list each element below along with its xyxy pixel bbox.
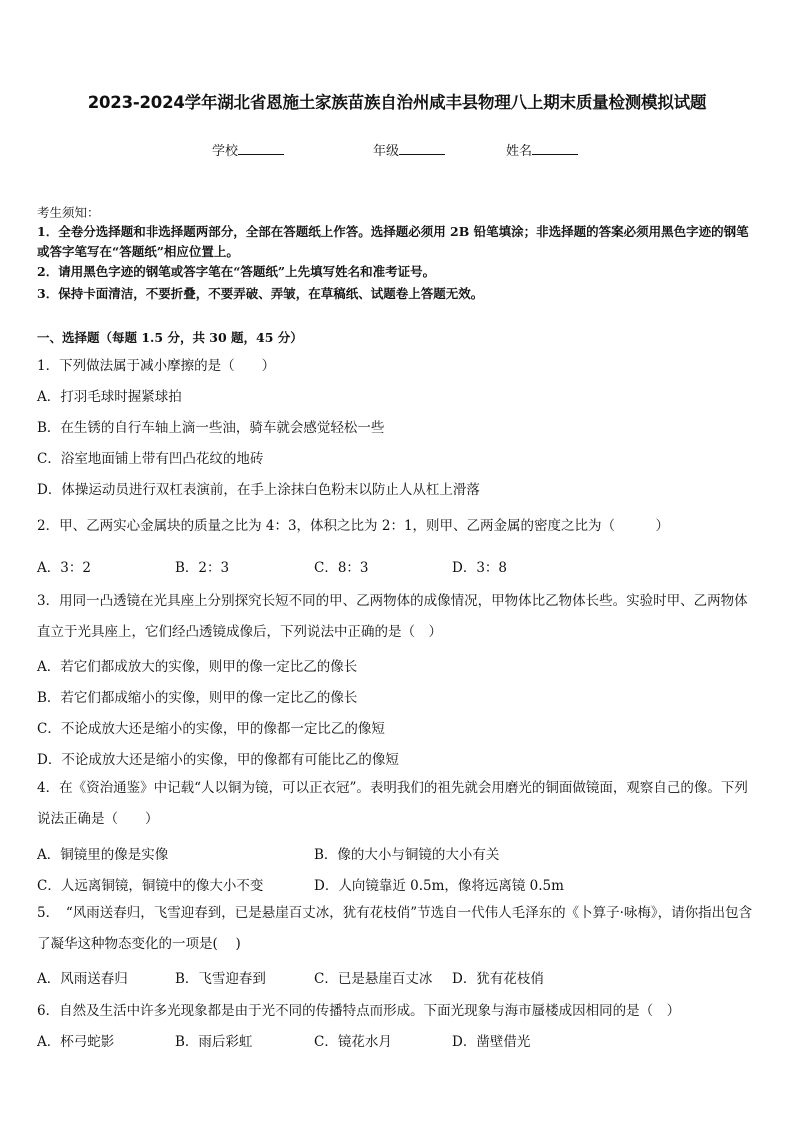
- question-6-stem: 6．自然及生活中许多光现象都是由于光不同的传播特点而形成。下面光现象与海市蜃楼成因相同的是（ ）: [37, 1003, 681, 1019]
- question-5-option-a: A．风雨送春归: [37, 971, 128, 987]
- question-2-stem: 2．甲、乙两实心金属块的质量之比为 4：3，体积之比为 2：1，则甲、乙两金属的密度之比为（ ）: [37, 518, 670, 534]
- school-field: [212, 140, 284, 159]
- question-4-option-b: B．像的大小与铜镜的大小有关: [314, 847, 500, 863]
- school-blank: [238, 142, 284, 155]
- name-label: 姓名: [506, 144, 533, 159]
- question-1-option-b: B．在生锈的自行车轴上滴一些油，骑车就会感觉轻松一些: [37, 420, 385, 436]
- question-4-option-a: A．铜镜里的像是实像: [37, 847, 169, 863]
- question-4-option-c: C．人远离铜镜，铜镜中的像大小不变: [37, 878, 264, 894]
- question-6-option-d: D．凿壁借光: [452, 1034, 531, 1050]
- question-4-option-d: D．人向镜靠近 0.5m，像将远离镜 0.5m: [314, 878, 564, 894]
- notice-item-1: 1．全卷分选择题和非选择题两部分，全部在答题纸上作答。选择题必须用 2B 铅笔填涂；非选择题的答案必须用黑色字迹的钢笔或答字笔写在“答题纸”相应位置上。: [37, 224, 749, 259]
- question-5-option-c: C．已是悬崖百丈冰: [314, 971, 433, 987]
- notice-item-2: 2．请用黑色字迹的钢笔或答字笔在“答题纸”上先填写姓名和准考证号。: [37, 264, 436, 279]
- name-blank: [532, 142, 578, 155]
- notice-heading: 考生须知：: [37, 205, 100, 220]
- question-1-option-d: D．体操运动员进行双杠表演前，在手上涂抹白色粉末以防止人从杠上滑落: [37, 482, 480, 498]
- question-1-option-c: C．浴室地面铺上带有凹凸花纹的地砖: [37, 451, 264, 467]
- question-1-option-a: A．打羽毛球时握紧球拍: [37, 389, 182, 405]
- question-5-option-d: D．犹有花枝俏: [452, 971, 544, 987]
- name-field: [506, 140, 578, 159]
- grade-label: 年级: [373, 144, 400, 159]
- question-5-option-b: B．飞雪迎春到: [175, 971, 266, 987]
- exam-title: 2023-2024学年湖北省恩施土家族苗族自治州咸丰县物理八上期末质量检测模拟试题: [87, 93, 707, 112]
- grade-blank: [399, 142, 445, 155]
- question-3-option-d: D．不论成放大还是缩小的实像，甲的像都有可能比乙的像短: [37, 752, 399, 768]
- question-3-option-b: B．若它们都成缩小的实像，则甲的像一定比乙的像长: [37, 690, 358, 706]
- question-6-option-b: B．雨后彩虹: [175, 1034, 253, 1050]
- question-6-option-a: A．杯弓蛇影: [37, 1034, 115, 1050]
- question-2-option-c: C．8：3: [314, 560, 369, 576]
- grade-field: [373, 140, 445, 159]
- question-4-stem: 4．在《资治通鉴》中记载“人以铜为镜，可以正衣冠”。表明我们的祖先就会用磨光的铜面做镜面，观察自己的像。下列说法正确是（ ）: [37, 780, 748, 827]
- question-1-stem: 1．下列做法属于减小摩擦的是（ ）: [37, 358, 276, 374]
- section-heading: 一、选择题（每题 1.5 分，共 30 题，45 分）: [37, 330, 303, 345]
- question-2-option-a: A．3：2: [37, 560, 91, 576]
- question-2-option-d: D．3：8: [452, 560, 508, 576]
- school-label: 学校: [212, 144, 239, 159]
- question-6-option-c: C．镜花水月: [314, 1034, 392, 1050]
- question-3-option-a: A．若它们都成放大的实像，则甲的像一定比乙的像长: [37, 659, 358, 675]
- notice-item-3: 3．保持卡面清洁，不要折叠，不要弄破、弄皱，在草稿纸、试题卷上答题无效。: [37, 286, 484, 301]
- question-5-stem: 5． “风雨送春归，飞雪迎春到，已是悬崖百丈冰，犹有花枝俏”节选自一代伟人毛泽东的《卜算子·咏梅》，请你指出包含了凝华这种物态变化的一项是( ): [37, 905, 753, 952]
- question-3-option-c: C．不论成放大还是缩小的实像，甲的像都一定比乙的像短: [37, 721, 385, 737]
- question-3-stem: 3．用同一凸透镜在光具座上分别探究长短不同的甲、乙两物体的成像情况，甲物体比乙物体长些。实验时甲、乙两物体直立于光具座上，它们经凸透镜成像后，下列说法中正确的是（ ）: [37, 593, 748, 640]
- question-2-option-b: B．2：3: [175, 560, 230, 576]
